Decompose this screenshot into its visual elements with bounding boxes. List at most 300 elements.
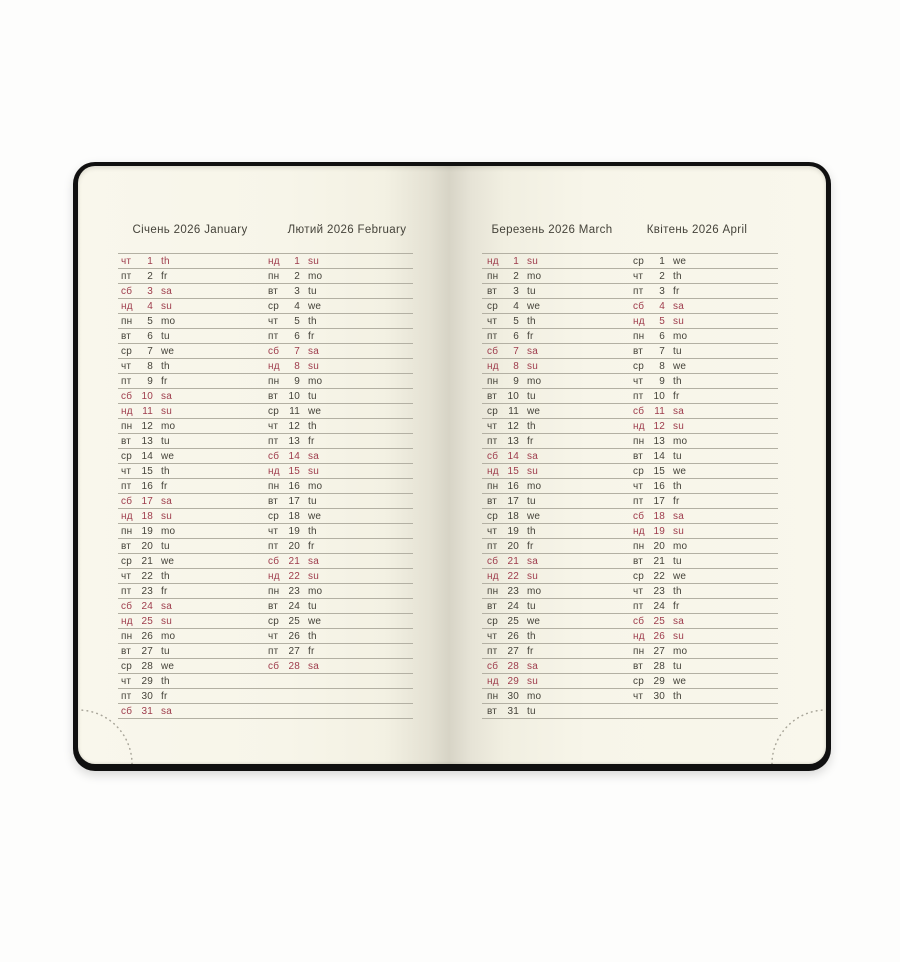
day-abbr-ua: пн (121, 630, 133, 642)
day-entry (487, 674, 538, 688)
day-entry (121, 299, 172, 313)
day-entry (121, 404, 172, 418)
day-number: 23 (288, 585, 300, 597)
day-abbr-ua: чт (121, 465, 132, 477)
day-abbr-ua: пн (487, 690, 499, 702)
day-abbr-ua: ср (487, 405, 498, 417)
day-abbr-en: mo (161, 525, 176, 537)
day-abbr-en: su (673, 525, 684, 537)
day-number: 5 (513, 315, 519, 327)
day-entry (633, 329, 687, 343)
day-abbr-en: tu (527, 600, 536, 612)
day-abbr-en: tu (161, 540, 170, 552)
day-abbr-ua: сб (121, 495, 133, 507)
calendar-row (118, 614, 413, 629)
day-entry (268, 539, 315, 553)
day-abbr-en: mo (527, 585, 542, 597)
day-abbr-ua: пн (268, 270, 280, 282)
calendar-row (118, 479, 413, 494)
day-abbr-en: we (161, 345, 175, 357)
day-abbr-en: mo (161, 315, 176, 327)
day-number: 7 (294, 345, 300, 357)
day-abbr-ua: пт (121, 690, 132, 702)
day-abbr-ua: нд (121, 510, 133, 522)
day-entry (268, 509, 321, 523)
day-entry (121, 314, 175, 328)
day-number: 15 (507, 465, 519, 477)
day-abbr-ua: сб (633, 300, 645, 312)
day-abbr-en: su (308, 570, 319, 582)
day-abbr-ua: вт (121, 645, 132, 657)
day-entry (121, 269, 168, 283)
day-abbr-ua: сб (633, 405, 645, 417)
day-abbr-ua: чт (633, 585, 644, 597)
day-abbr-en: tu (527, 390, 536, 402)
day-abbr-ua: сб (487, 450, 499, 462)
day-number: 9 (659, 375, 665, 387)
day-abbr-ua: вт (633, 555, 644, 567)
day-abbr-ua: сб (268, 450, 280, 462)
day-abbr-en: sa (161, 705, 172, 717)
day-entry (633, 254, 686, 268)
day-abbr-ua: ср (487, 510, 498, 522)
calendar-row (482, 629, 778, 644)
day-abbr-ua: нд (121, 405, 133, 417)
day-number: 13 (507, 435, 519, 447)
calendar-row (482, 479, 778, 494)
day-abbr-ua: пт (121, 480, 132, 492)
day-entry (268, 434, 315, 448)
day-abbr-ua: ср (633, 255, 644, 267)
day-number: 4 (147, 300, 153, 312)
day-abbr-en: sa (308, 450, 319, 462)
day-abbr-ua: нд (633, 420, 645, 432)
day-abbr-ua: пн (633, 435, 645, 447)
day-abbr-ua: нд (633, 315, 645, 327)
day-number: 2 (659, 270, 665, 282)
day-entry (268, 569, 319, 583)
day-entry (121, 554, 174, 568)
calendar-grid-left-page (118, 253, 413, 719)
day-abbr-en: su (527, 465, 538, 477)
day-entry (268, 599, 317, 613)
day-entry (268, 359, 319, 373)
calendar-row (118, 629, 413, 644)
day-abbr-ua: нд (487, 570, 499, 582)
day-entry (268, 644, 315, 658)
day-entry (487, 359, 538, 373)
day-abbr-en: fr (527, 645, 534, 657)
day-abbr-en: su (673, 630, 684, 642)
day-number: 5 (147, 315, 153, 327)
day-abbr-ua: пн (487, 480, 499, 492)
day-entry (633, 644, 687, 658)
day-abbr-en: th (161, 570, 170, 582)
day-abbr-ua: пн (633, 540, 645, 552)
day-abbr-ua: чт (121, 360, 132, 372)
day-abbr-en: sa (527, 345, 538, 357)
day-entry (487, 599, 536, 613)
day-number: 21 (288, 555, 300, 567)
day-abbr-en: tu (673, 660, 682, 672)
day-abbr-en: su (527, 255, 538, 267)
day-abbr-en: fr (673, 285, 680, 297)
day-abbr-en: tu (527, 705, 536, 717)
day-abbr-ua: сб (268, 345, 280, 357)
calendar-row (482, 284, 778, 299)
day-abbr-en: mo (161, 420, 176, 432)
day-number: 3 (513, 285, 519, 297)
calendar-row (482, 509, 778, 524)
calendar-row (482, 494, 778, 509)
day-abbr-en: fr (308, 645, 315, 657)
calendar-row (118, 704, 413, 719)
day-entry (633, 404, 684, 418)
day-number: 23 (653, 585, 665, 597)
calendar-row (482, 464, 778, 479)
day-abbr-en: fr (161, 585, 168, 597)
day-entry (121, 524, 175, 538)
day-abbr-ua: чт (487, 420, 498, 432)
day-abbr-en: we (308, 510, 322, 522)
notebook-cover (73, 162, 831, 771)
day-entry (487, 614, 540, 628)
day-number: 14 (507, 450, 519, 462)
day-abbr-ua: вт (633, 345, 644, 357)
calendar-row (118, 689, 413, 704)
month-header-march: Березень 2026 March (491, 224, 613, 236)
day-number: 9 (513, 375, 519, 387)
calendar-row (482, 299, 778, 314)
calendar-row (118, 554, 413, 569)
day-abbr-en: sa (161, 390, 172, 402)
day-number: 6 (513, 330, 519, 342)
day-number: 29 (653, 675, 665, 687)
day-number: 19 (141, 525, 153, 537)
month-header-april: Квітень 2026 April (646, 224, 748, 236)
day-abbr-ua: пн (268, 585, 280, 597)
day-abbr-ua: пн (121, 420, 133, 432)
day-number: 24 (653, 600, 665, 612)
calendar-row (482, 689, 778, 704)
day-entry (121, 614, 172, 628)
day-abbr-ua: ср (633, 570, 644, 582)
day-abbr-en: mo (673, 330, 688, 342)
day-abbr-ua: чт (487, 525, 498, 537)
day-abbr-ua: нд (121, 615, 133, 627)
day-abbr-en: fr (308, 540, 315, 552)
day-number: 23 (507, 585, 519, 597)
day-number: 7 (513, 345, 519, 357)
day-entry (268, 314, 317, 328)
day-abbr-ua: ср (487, 300, 498, 312)
day-abbr-ua: вт (268, 600, 279, 612)
day-number: 20 (507, 540, 519, 552)
month-header-january: Січень 2026 January (132, 224, 248, 236)
day-abbr-en: we (527, 300, 541, 312)
day-number: 3 (659, 285, 665, 297)
calendar-row (482, 374, 778, 389)
day-number: 26 (653, 630, 665, 642)
day-number: 31 (141, 705, 153, 717)
day-abbr-ua: сб (487, 555, 499, 567)
day-entry (268, 299, 321, 313)
day-abbr-en: tu (308, 495, 317, 507)
day-entry (268, 479, 322, 493)
calendar-row (118, 569, 413, 584)
day-entry (121, 419, 175, 433)
day-entry (487, 464, 538, 478)
day-number: 22 (653, 570, 665, 582)
day-abbr-ua: ср (268, 405, 279, 417)
day-entry (121, 464, 170, 478)
day-number: 24 (288, 600, 300, 612)
day-entry (633, 284, 680, 298)
day-abbr-ua: сб (121, 390, 133, 402)
day-abbr-en: fr (673, 390, 680, 402)
day-entry (487, 569, 538, 583)
day-abbr-en: sa (527, 450, 538, 462)
day-abbr-ua: пт (121, 375, 132, 387)
calendar-row (118, 344, 413, 359)
day-abbr-en: th (308, 630, 317, 642)
day-abbr-ua: пт (633, 495, 644, 507)
day-entry (633, 269, 682, 283)
day-number: 15 (653, 465, 665, 477)
day-entry (633, 299, 684, 313)
day-number: 20 (141, 540, 153, 552)
day-number: 16 (653, 480, 665, 492)
day-abbr-en: mo (308, 585, 323, 597)
day-abbr-ua: пт (487, 540, 498, 552)
calendar-row (118, 539, 413, 554)
calendar-row (482, 584, 778, 599)
day-abbr-ua: вт (121, 540, 132, 552)
day-entry (633, 554, 682, 568)
day-abbr-ua: нд (633, 525, 645, 537)
day-number: 30 (653, 690, 665, 702)
day-abbr-en: tu (527, 285, 536, 297)
day-entry (633, 494, 680, 508)
day-entry (121, 539, 170, 553)
day-entry (633, 314, 684, 328)
day-number: 5 (294, 315, 300, 327)
day-abbr-en: mo (673, 540, 688, 552)
day-abbr-ua: вт (268, 390, 279, 402)
day-abbr-ua: ср (268, 510, 279, 522)
day-number: 26 (141, 630, 153, 642)
day-number: 29 (141, 675, 153, 687)
day-number: 4 (294, 300, 300, 312)
day-abbr-en: th (527, 630, 536, 642)
day-entry (121, 674, 170, 688)
day-entry (121, 509, 172, 523)
day-abbr-ua: чт (121, 255, 132, 267)
day-abbr-ua: пн (121, 525, 133, 537)
calendar-row (482, 614, 778, 629)
day-abbr-en: fr (527, 540, 534, 552)
day-abbr-en: we (673, 360, 687, 372)
day-abbr-en: we (527, 510, 541, 522)
day-number: 21 (141, 555, 153, 567)
day-number: 30 (141, 690, 153, 702)
day-number: 14 (141, 450, 153, 462)
day-number: 18 (288, 510, 300, 522)
day-entry (633, 629, 684, 643)
day-entry (487, 434, 534, 448)
day-abbr-ua: пн (268, 480, 280, 492)
day-entry (268, 374, 322, 388)
day-abbr-en: we (161, 555, 175, 567)
day-number: 27 (141, 645, 153, 657)
day-number: 16 (507, 480, 519, 492)
day-entry (121, 494, 172, 508)
day-entry (633, 419, 684, 433)
day-abbr-en: sa (308, 555, 319, 567)
day-abbr-ua: пт (487, 645, 498, 657)
day-abbr-ua: пн (633, 330, 645, 342)
day-abbr-en: sa (673, 615, 684, 627)
day-entry (121, 434, 170, 448)
day-number: 17 (653, 495, 665, 507)
day-abbr-en: tu (308, 390, 317, 402)
calendar-row (118, 299, 413, 314)
day-entry (268, 494, 317, 508)
calendar-row (118, 449, 413, 464)
day-abbr-ua: пт (633, 390, 644, 402)
calendar-row (118, 359, 413, 374)
calendar-row (482, 389, 778, 404)
page-spread (78, 166, 826, 764)
calendar-row (118, 314, 413, 329)
day-number: 1 (294, 255, 300, 267)
day-abbr-en: su (308, 360, 319, 372)
day-abbr-ua: ср (121, 555, 132, 567)
day-entry (121, 359, 170, 373)
day-abbr-ua: ср (633, 675, 644, 687)
day-abbr-ua: нд (487, 255, 499, 267)
calendar-row (118, 584, 413, 599)
day-entry (268, 269, 322, 283)
day-number: 6 (659, 330, 665, 342)
day-entry (633, 389, 680, 403)
day-entry (121, 659, 174, 673)
day-abbr-en: sa (673, 405, 684, 417)
day-entry (268, 554, 319, 568)
day-entry (633, 464, 686, 478)
day-number: 12 (507, 420, 519, 432)
day-abbr-en: th (673, 585, 682, 597)
day-number: 17 (507, 495, 519, 507)
calendar-row (118, 599, 413, 614)
day-number: 8 (294, 360, 300, 372)
day-abbr-en: mo (308, 270, 323, 282)
day-abbr-en: th (161, 255, 170, 267)
day-entry (121, 254, 170, 268)
day-number: 12 (653, 420, 665, 432)
day-abbr-ua: вт (121, 435, 132, 447)
day-entry (633, 344, 682, 358)
day-abbr-ua: вт (268, 495, 279, 507)
day-abbr-en: su (308, 255, 319, 267)
day-abbr-ua: пн (121, 315, 133, 327)
month-header-february: Лютий 2026 February (287, 224, 407, 236)
day-entry (633, 359, 686, 373)
day-abbr-en: tu (161, 645, 170, 657)
day-number: 12 (288, 420, 300, 432)
day-abbr-en: fr (673, 600, 680, 612)
day-abbr-en: we (673, 465, 687, 477)
day-abbr-en: sa (527, 555, 538, 567)
day-abbr-en: th (308, 315, 317, 327)
day-entry (633, 449, 682, 463)
day-abbr-en: we (308, 300, 322, 312)
day-entry (121, 584, 168, 598)
day-entry (121, 449, 174, 463)
day-abbr-en: fr (161, 270, 168, 282)
day-abbr-ua: вт (268, 285, 279, 297)
day-entry (268, 584, 322, 598)
day-abbr-en: we (527, 405, 541, 417)
day-number: 8 (147, 360, 153, 372)
day-abbr-ua: вт (487, 705, 498, 717)
day-entry (121, 329, 170, 343)
day-entry (268, 629, 317, 643)
day-abbr-en: th (161, 360, 170, 372)
day-abbr-en: mo (527, 690, 542, 702)
day-entry (487, 524, 536, 538)
day-entry (487, 509, 540, 523)
day-number: 6 (147, 330, 153, 342)
day-number: 19 (288, 525, 300, 537)
calendar-row (118, 674, 413, 689)
day-abbr-ua: вт (487, 495, 498, 507)
day-entry (268, 284, 317, 298)
day-abbr-ua: чт (633, 480, 644, 492)
calendar-row (118, 659, 413, 674)
day-abbr-en: th (673, 480, 682, 492)
day-entry (268, 389, 317, 403)
day-number: 17 (288, 495, 300, 507)
day-entry (487, 299, 540, 313)
calendar-row (118, 464, 413, 479)
day-number: 3 (294, 285, 300, 297)
day-number: 10 (141, 390, 153, 402)
day-number: 26 (507, 630, 519, 642)
day-entry (268, 524, 317, 538)
day-number: 25 (653, 615, 665, 627)
day-entry (487, 584, 541, 598)
day-abbr-ua: сб (268, 555, 280, 567)
day-abbr-ua: нд (487, 360, 499, 372)
day-number: 21 (653, 555, 665, 567)
calendar-row (118, 269, 413, 284)
day-abbr-en: th (673, 270, 682, 282)
day-abbr-ua: пт (633, 285, 644, 297)
day-number: 20 (288, 540, 300, 552)
day-number: 27 (653, 645, 665, 657)
day-abbr-ua: нд (121, 300, 133, 312)
day-number: 4 (659, 300, 665, 312)
day-number: 16 (288, 480, 300, 492)
day-abbr-en: su (673, 315, 684, 327)
day-abbr-ua: пт (268, 435, 279, 447)
day-abbr-en: su (161, 405, 172, 417)
calendar-row (482, 404, 778, 419)
day-abbr-en: mo (161, 630, 176, 642)
day-abbr-en: mo (673, 435, 688, 447)
day-abbr-en: th (527, 525, 536, 537)
